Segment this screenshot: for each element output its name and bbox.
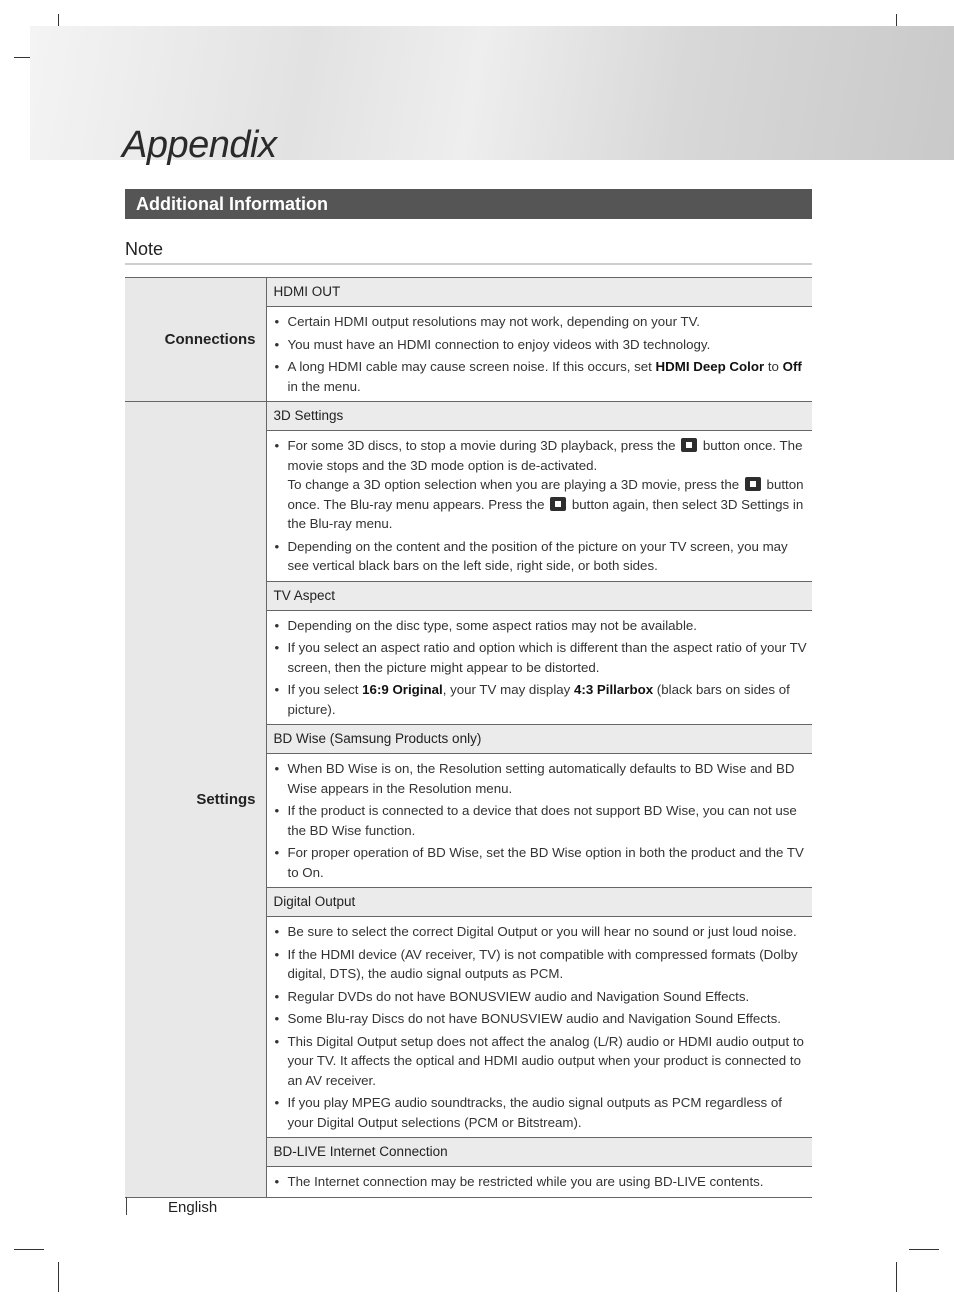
subheading-bd-wise: BD Wise (Samsung Products only) <box>266 725 812 754</box>
subheading-digital-output: Digital Output <box>266 888 812 917</box>
43-pillarbox-term: 4:3 Pillarbox <box>574 682 654 697</box>
section-title: Additional Information <box>125 189 812 219</box>
list-item: • If you play MPEG audio soundtracks, the audio signal outputs as PCM regardless of your Digital Output selections (PCM or Bitstream). <box>274 1093 810 1132</box>
chapter-title: Appendix <box>122 124 277 166</box>
subheading-3d-settings: 3D Settings <box>266 402 812 431</box>
list-item: • For some 3D discs, to stop a movie during 3D playback, press the button once. The movie stops and the 3D mode option is de-activated. To change a 3D option selection when you are playing a 3D movie, press the button once. The Blu-ray menu appears. Press the button again, then select 3D Settings in the Blu-ray menu. <box>274 436 810 534</box>
note-table <box>125 277 812 1198</box>
digital-output-notes <box>266 917 812 1138</box>
table-row <box>125 402 812 431</box>
list-item: • Depending on the disc type, some aspect ratios may not be available. <box>274 616 810 636</box>
tv-aspect-notes <box>266 610 812 725</box>
off-term: Off <box>782 359 802 374</box>
list-item: • The Internet connection may be restricted while you are using BD-LIVE contents. <box>274 1172 810 1192</box>
list-item: • Some Blu-ray Discs do not have BONUSVIEW audio and Navigation Sound Effects. <box>274 1009 810 1029</box>
hdmi-out-notes <box>266 307 812 402</box>
169-original-term: 16:9 Original <box>362 682 443 697</box>
footer-divider <box>126 1197 127 1215</box>
list-item: • When BD Wise is on, the Resolution setting automatically defaults to BD Wise and BD Wise appears in the Resolution menu. <box>274 759 810 798</box>
bd-wise-notes <box>266 754 812 888</box>
stop-button-icon <box>745 477 761 491</box>
footer-language: English <box>168 1199 218 1216</box>
list-item: • If the product is connected to a device that does not support BD Wise, you can not use the BD Wise function. <box>274 801 810 840</box>
list-item: • Certain HDMI output resolutions may not work, depending on your TV. <box>274 312 810 332</box>
list-item: • For proper operation of BD Wise, set the BD Wise option in both the product and the TV to On. <box>274 843 810 882</box>
list-item: • This Digital Output setup does not affect the analog (L/R) audio or HDMI audio output to your TV. It affects the optical and HDMI audio output when your product is connected to an AV receiver. <box>274 1032 810 1091</box>
bd-live-notes <box>266 1167 812 1198</box>
list-item: • Regular DVDs do not have BONUSVIEW audio and Navigation Sound Effects. <box>274 987 810 1007</box>
list-item: • You must have an HDMI connection to enjoy videos with 3D technology. <box>274 335 810 355</box>
list-item: • If the HDMI device (AV receiver, TV) is not compatible with compressed formats (Dolby digital, DTS), the audio signal outputs as PCM. <box>274 945 810 984</box>
subheading-tv-aspect: TV Aspect <box>266 581 812 610</box>
table-row <box>125 278 812 307</box>
category-settings: Settings <box>125 402 266 1198</box>
subheading-hdmi-out: HDMI OUT <box>266 278 812 307</box>
crop-mark <box>909 1249 939 1250</box>
stop-button-icon <box>550 497 566 511</box>
category-connections: Connections <box>125 278 266 402</box>
list-item: • Depending on the content and the position of the picture on your TV screen, you may see vertical black bars on the left side, right side, or both sides. <box>274 537 810 576</box>
subheading-bd-live: BD-LIVE Internet Connection <box>266 1138 812 1167</box>
crop-mark <box>896 1262 897 1292</box>
list-item: • If you select 16:9 Original, your TV may display 4:3 Pillarbox (black bars on sides of picture). <box>274 680 810 719</box>
3d-settings-notes <box>266 431 812 582</box>
stop-button-icon <box>681 438 697 452</box>
hdmi-deep-color-term: HDMI Deep Color <box>655 359 765 374</box>
note-heading: Note <box>125 237 812 265</box>
crop-mark <box>58 1262 59 1292</box>
crop-mark <box>14 1249 44 1250</box>
list-item: • If you select an aspect ratio and option which is different than the aspect ratio of your TV screen, then the picture might appear to be distorted. <box>274 638 810 677</box>
list-item: • Be sure to select the correct Digital Output or you will hear no sound or just loud noise. <box>274 922 810 942</box>
list-item: • A long HDMI cable may cause screen noise. If this occurs, set HDMI Deep Color to Off in the menu. <box>274 357 810 396</box>
